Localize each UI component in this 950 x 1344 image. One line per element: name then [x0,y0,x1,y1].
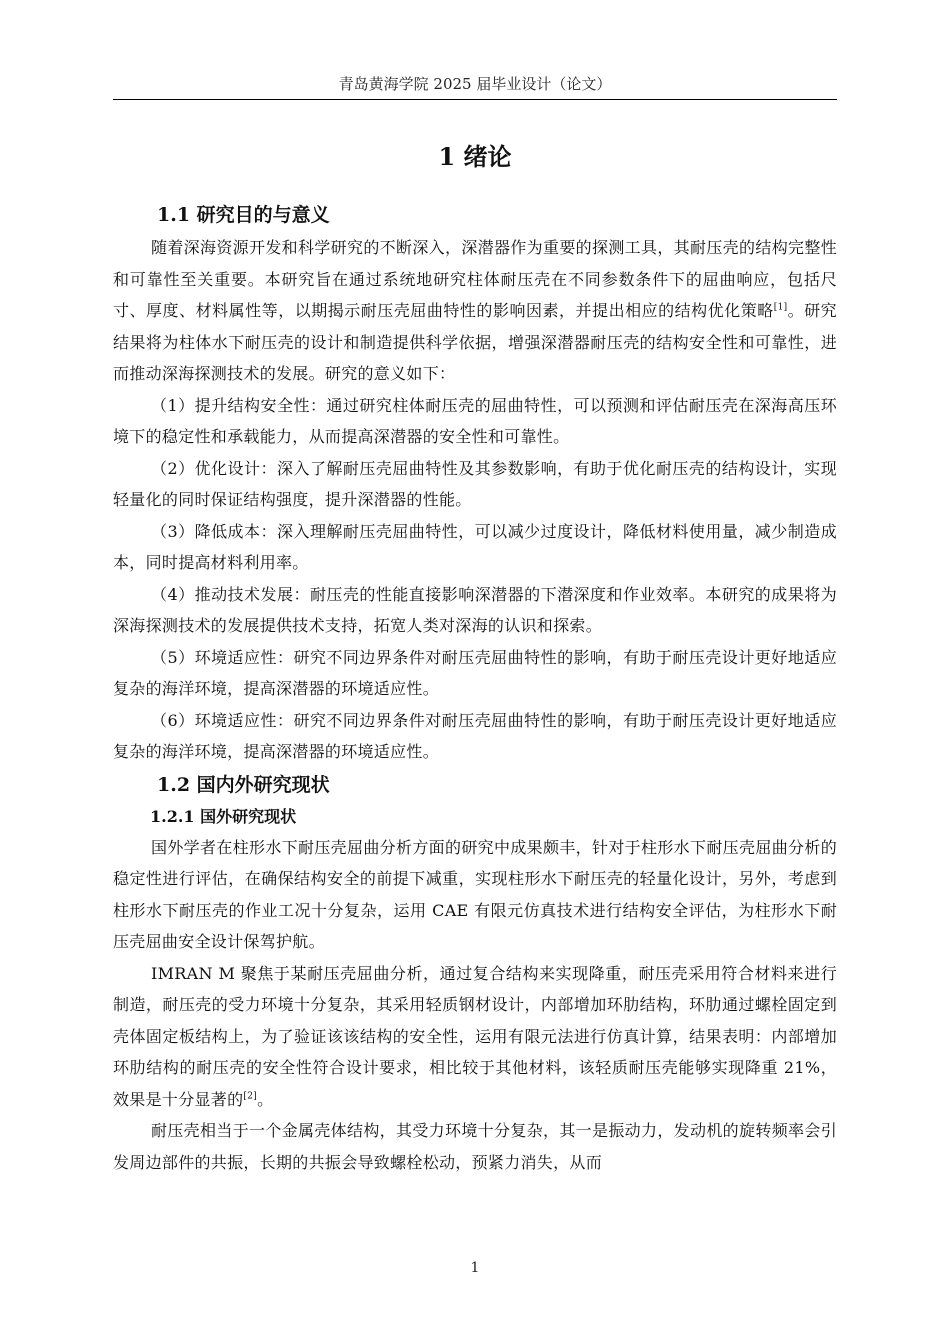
significance-point-2: （2）优化设计：深入了解耐压壳屈曲特性及其参数影响，有助于优化耐压壳的结构设计，实现轻量化的同时保证结构强度，提升深潜器的性能。 [113,458,837,509]
section-heading-1-1: 1.1 研究目的与意义 [157,204,330,226]
chapter-title: 1 绪论 [438,142,512,171]
intro-text-part1: 随着深海资源开发和科学研究的不断深入，深潜器作为重要的探测工具，其耐压壳的结构完整性和可靠性至关重要。本研究旨在通过系统地研究柱体耐压壳在不同参数条件下的屈曲响应，包括尺寸、厚度、材料属性等，以期揭示耐压壳屈曲特性的影响因素，并提出相应的结构优化策略 [113,238,837,320]
para2-text-part2: 。 [257,1089,274,1109]
section-heading-1-2: 1.2 国内外研究现状 [157,773,330,796]
foreign-research-paragraph-2 [113,958,837,1116]
header-divider [113,99,837,100]
foreign-research-paragraph-3: 耐压壳相当于一个金属壳体结构，其受力环境十分复杂，其一是振动力，发动机的旋转频率会引发周边部件的共振，长期的共振会导致螺栓松动，预紧力消失，从而 [113,1121,837,1172]
significance-point-1: （1）提升结构安全性：通过研究柱体耐压壳的屈曲特性，可以预测和评估耐压壳在深海高压环境下的稳定性和承载能力，从而提高深潜器的安全性和可靠性。 [113,395,837,446]
page-header: 青岛黄海学院 2025 届毕业设计（论文） [338,75,612,93]
subsection-heading-1-2-1: 1.2.1 国外研究现状 [150,806,297,826]
page-number: 1 [470,1260,480,1276]
para2-text-part1: IMRAN M 聚焦于某耐压壳屈曲分析，通过复合结构来实现降重，耐压壳采用符合材料来进行制造，耐压壳的受力环境十分复杂，其采用轻质钢材设计，内部增加环肋结构，环肋通过螺栓固定到壳体固定板结构上，为了验证该该结构的安全性，运用有限元法进行仿真计算，结果表明：内部增加环肋结构的耐压壳的安全性符合设计要求，相比较于其他材料，该轻质耐压壳能够实现降重 21%，效果是十分显著的 [113,963,837,1109]
foreign-research-paragraph-1: 国外学者在柱形水下耐压壳屈曲分析方面的研究中成果颇丰，针对于柱形水下耐压壳屈曲分析的稳定性进行评估，在确保结构安全的前提下减重，实现柱形水下耐压壳的轻量化设计，另外，考虑到柱形水下耐压壳的作业工况十分复杂，运用 CAE 有限元仿真技术进行结构安全评估，为柱形水下耐压壳屈曲安全设计保驾护航。 [113,837,837,951]
intro-paragraph [113,232,837,390]
body-text [113,198,837,1178]
citation-ref-1: [1] [773,302,788,313]
significance-point-3: （3）降低成本：深入理解耐压壳屈曲特性，可以减少过度设计，降低材料使用量，减少制造成本，同时提高材料利用率。 [113,521,837,572]
significance-point-6: （6）环境适应性：研究不同边界条件对耐压壳屈曲特性的影响，有助于耐压壳设计更好地适应复杂的海洋环境，提高深潜器的环境适应性。 [113,710,837,761]
citation-ref-2: [2] [243,1091,258,1102]
significance-point-5: （5）环境适应性：研究不同边界条件对耐压壳屈曲特性的影响，有助于耐压壳设计更好地适应复杂的海洋环境，提高深潜器的环境适应性。 [113,647,837,698]
intro-text-part2: 。研究结果将为柱体水下耐压壳的设计和制造提供科学依据，增强深潜器耐压壳的结构安全性和可靠性，进而推动深海探测技术的发展。研究的意义如下： [113,301,837,383]
significance-point-4: （4）推动技术发展：耐压壳的性能直接影响深潜器的下潜深度和作业效率。本研究的成果将为深海探测技术的发展提供技术支持，拓宽人类对深海的认识和探索。 [113,584,837,635]
